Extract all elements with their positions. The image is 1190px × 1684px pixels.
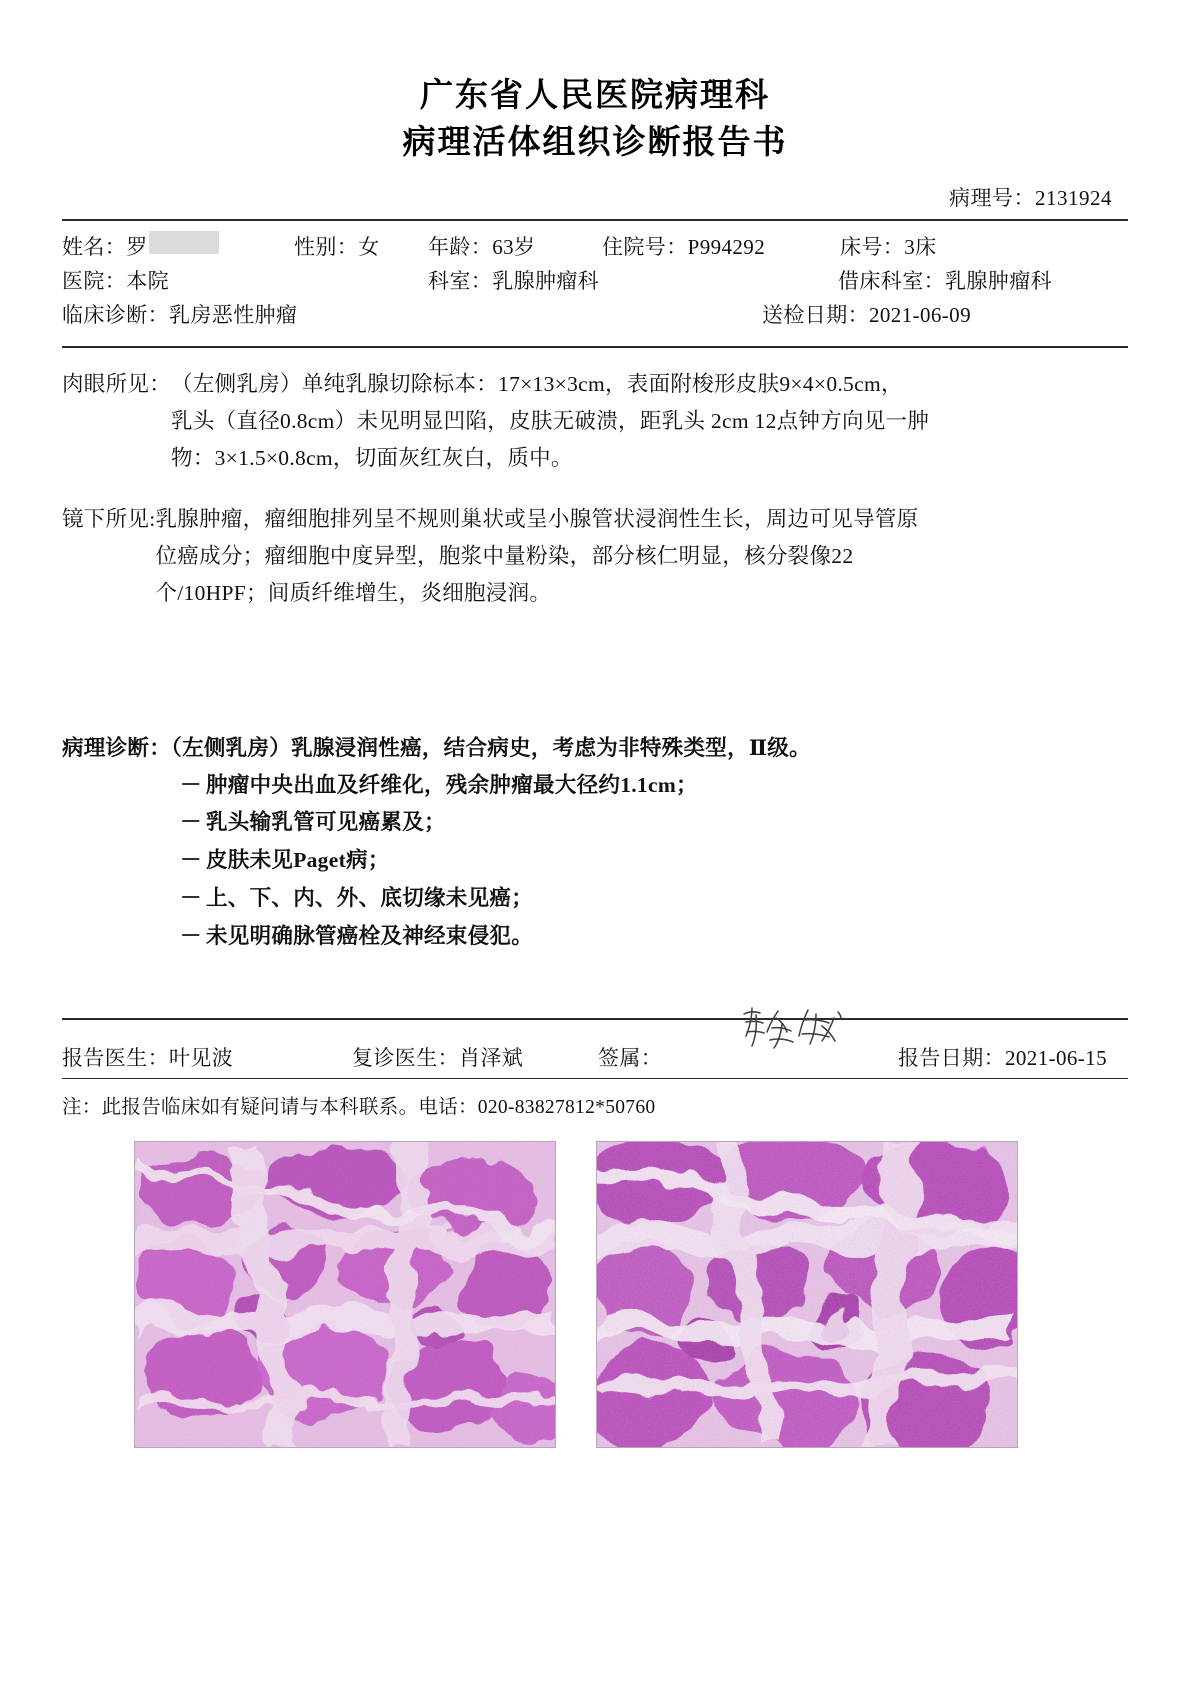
gross-findings-line: 乳头（直径0.8cm）未见明显凹陷，皮肤无破溃，距乳头 2cm 12点钟方向见一肿 <box>171 408 930 433</box>
signature-label: 签属： <box>598 1045 663 1070</box>
patient-age-cell <box>428 230 602 264</box>
patient-info-block <box>62 221 1128 339</box>
diagnosis-item-text: 未见明确脉管癌栓及神经束侵犯。 <box>206 923 534 948</box>
report-date-cell <box>898 1042 1128 1072</box>
diagnosis-item-text: 乳头输乳管可见癌累及； <box>206 810 446 835</box>
pathological-diagnosis-main <box>62 730 1128 767</box>
gross-findings-body <box>171 366 1128 477</box>
micrograph-left <box>134 1141 556 1448</box>
patient-info-row-3 <box>62 298 1128 332</box>
department-label: 科室： <box>428 268 493 293</box>
diagnosis-item <box>180 804 1128 842</box>
borrowed-department-cell <box>838 264 1128 298</box>
report-doctor-cell <box>62 1042 352 1072</box>
hospital-value: 本院 <box>126 268 170 293</box>
department-cell <box>428 264 838 298</box>
signature-footer <box>62 1018 1128 1119</box>
footer-note: 注：此报告临床如有疑问请与本科联系。电话：020-83827812*50760 <box>62 1096 656 1118</box>
report-title: 病理活体组织诊断报告书 <box>402 121 788 161</box>
admission-number-label: 住院号： <box>602 234 688 259</box>
patient-age-label: 年龄： <box>428 234 493 259</box>
report-doctor-value: 叶见波 <box>169 1045 234 1070</box>
clinical-diagnosis-cell <box>62 298 762 332</box>
dash-icon: － <box>180 886 202 911</box>
microscopic-findings-line: 位癌成分；瘤细胞中度异型，胞浆中量粉染，部分核仁明显，核分裂像22 <box>155 543 854 568</box>
gross-findings-label: 肉眼所见： <box>62 371 172 396</box>
received-date-value: 2021-06-09 <box>869 302 971 327</box>
gross-findings-section <box>62 366 1128 477</box>
patient-sex-value: 女 <box>358 234 380 259</box>
microscopic-findings-line: 个/10HPF；间质纤维增生，炎细胞浸润。 <box>155 580 552 605</box>
patient-name-redaction <box>149 231 219 254</box>
dash-icon: － <box>180 848 202 873</box>
microscopic-findings-section <box>62 501 1128 612</box>
micrograph-row <box>62 1119 1128 1448</box>
pathology-number-label: 病理号： <box>949 185 1035 210</box>
report-date-label: 报告日期： <box>898 1045 1005 1070</box>
patient-sex-cell <box>294 230 428 264</box>
pathological-diagnosis-label: 病理诊断： <box>62 735 172 760</box>
patient-age-value: 63岁 <box>492 234 536 259</box>
review-doctor-value: 肖泽斌 <box>459 1045 524 1070</box>
clinical-diagnosis-value: 乳房恶性肿瘤 <box>169 302 298 327</box>
microscopic-findings-line: 乳腺肿瘤，瘤细胞排列呈不规则巢状或呈小腺管状浸润性生长，周边可见导管原 <box>155 506 919 531</box>
admission-number-value: P994292 <box>687 234 766 259</box>
microscopic-findings-label: 镜下所见: <box>62 506 156 531</box>
hospital-label: 医院： <box>62 268 127 293</box>
dash-icon: － <box>180 810 202 835</box>
bed-number-label: 床号： <box>840 234 905 259</box>
diagnosis-item <box>180 918 1128 956</box>
diagnosis-item <box>180 842 1128 880</box>
patient-sex-label: 性别： <box>294 234 359 259</box>
hospital-cell <box>62 264 428 298</box>
signature-row <box>62 1020 1128 1078</box>
gross-findings-line: 物：3×1.5×0.8cm，切面灰红灰白，质中。 <box>171 445 573 470</box>
review-doctor-cell <box>352 1042 598 1072</box>
received-date-label: 送检日期： <box>762 302 869 327</box>
pathology-number-row <box>62 182 1128 212</box>
bed-number-cell <box>840 230 1128 264</box>
pathological-diagnosis-text: （左侧乳房）乳腺浸润性癌，结合病史，考虑为非特殊类型，Ⅱ级。 <box>171 735 811 760</box>
pathology-number-value: 2131924 <box>1035 185 1112 210</box>
patient-name-value: 罗 <box>126 234 148 259</box>
gross-findings-line: （左侧乳房）单纯乳腺切除标本：17×13×3cm，表面附梭形皮肤9×4×0.5cm， <box>171 371 903 396</box>
bed-number-value: 3床 <box>904 234 937 259</box>
dash-icon: － <box>180 923 202 948</box>
dash-icon: － <box>180 772 202 797</box>
diagnosis-item <box>180 880 1128 918</box>
patient-name-label: 姓名： <box>62 234 127 259</box>
hospital-title: 广东省人民医院病理科 <box>420 75 770 114</box>
report-header <box>62 0 1128 166</box>
diagnosis-item <box>180 767 1128 805</box>
report-body <box>62 348 1128 956</box>
pathological-diagnosis-section <box>62 730 1128 956</box>
patient-info-row-2 <box>62 264 1128 298</box>
patient-name-cell <box>62 230 294 264</box>
review-doctor-label: 复诊医生： <box>352 1045 459 1070</box>
diagnosis-item-text: 上、下、内、外、底切缘未见癌； <box>206 886 534 911</box>
diagnosis-item-text: 肿瘤中央出血及纤维化，残余肿瘤最大径约1.1cm； <box>206 772 698 797</box>
borrowed-department-label: 借床科室： <box>838 268 945 293</box>
report-date-value: 2021-06-15 <box>1005 1045 1107 1070</box>
clinical-diagnosis-label: 临床诊断： <box>62 302 169 327</box>
micrograph-right <box>596 1141 1018 1448</box>
borrowed-department-value: 乳腺肿瘤科 <box>945 268 1052 293</box>
handwritten-signature-icon <box>734 1002 854 1056</box>
diagnosis-item-text: 皮肤未见Paget病； <box>206 848 390 873</box>
admission-number-cell <box>602 230 840 264</box>
received-date-cell <box>762 298 1128 332</box>
report-doctor-label: 报告医生： <box>62 1045 169 1070</box>
microscopic-findings-body <box>155 501 1128 612</box>
department-value: 乳腺肿瘤科 <box>492 268 600 293</box>
patient-info-row-1 <box>62 230 1128 264</box>
diagnosis-item-list <box>62 767 1128 956</box>
